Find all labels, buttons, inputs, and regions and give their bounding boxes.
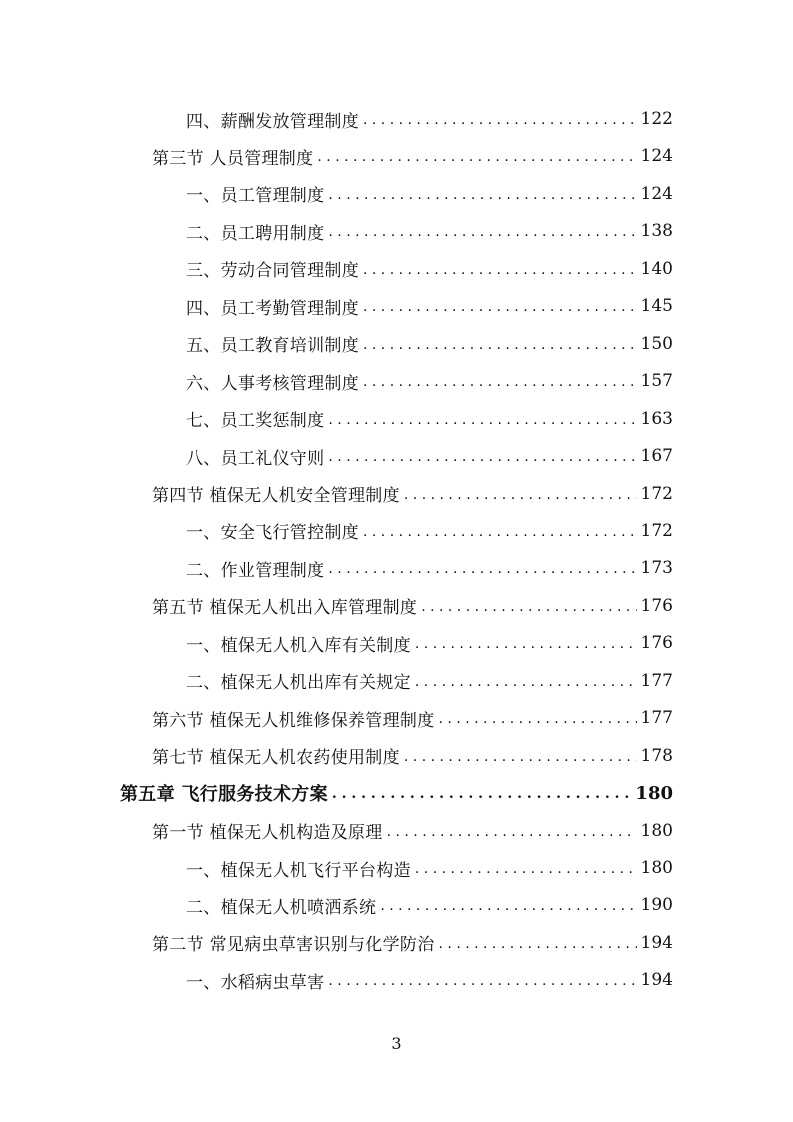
toc-entry[interactable] bbox=[186, 255, 673, 283]
toc-dot-leader bbox=[415, 636, 637, 652]
toc-entry[interactable] bbox=[186, 442, 673, 470]
toc-entry-title: 一、安全飞行管控制度 bbox=[186, 523, 359, 544]
toc-entry-page: 173 bbox=[640, 558, 673, 579]
toc-dot-leader bbox=[363, 262, 637, 278]
toc-dot-leader bbox=[332, 786, 632, 802]
toc-entry[interactable] bbox=[186, 891, 673, 919]
toc-entry-title: 五、员工教育培训制度 bbox=[186, 336, 359, 357]
toc-dot-leader bbox=[380, 898, 636, 914]
toc-entry-page: 145 bbox=[640, 296, 673, 317]
toc-dot-leader bbox=[363, 299, 637, 315]
toc-dot-leader bbox=[439, 936, 637, 952]
toc-entry-title: 六、人事考核管理制度 bbox=[186, 373, 359, 394]
toc-dot-leader bbox=[439, 711, 637, 727]
toc-dot-leader bbox=[404, 749, 637, 765]
toc-entry-title: 八、员工礼仪守则 bbox=[186, 448, 325, 469]
toc-entry-title: 第七节 植保无人机农药使用制度 bbox=[152, 748, 400, 769]
toc-entry-title: 第二节 常见病虫草害识别与化学防治 bbox=[152, 935, 435, 956]
toc-entry-page: 177 bbox=[640, 708, 673, 729]
toc-entry-page: 194 bbox=[640, 932, 673, 953]
toc-entry-page: 180 bbox=[640, 820, 673, 841]
toc-entry[interactable] bbox=[152, 704, 673, 732]
toc-entry[interactable] bbox=[186, 554, 673, 582]
toc-entry-title: 二、员工聘用制度 bbox=[186, 223, 325, 244]
toc-entry[interactable] bbox=[120, 779, 673, 807]
toc-entry-title: 一、植保无人机飞行平台构造 bbox=[186, 860, 411, 881]
toc-dot-leader bbox=[317, 149, 636, 165]
toc-entry-title: 四、员工考勤管理制度 bbox=[186, 298, 359, 319]
toc-entry-title: 一、员工管理制度 bbox=[186, 186, 325, 207]
toc-entry[interactable] bbox=[186, 667, 673, 695]
toc-entry-page: 172 bbox=[640, 520, 673, 541]
toc-dot-leader bbox=[363, 374, 637, 390]
toc-dot-leader bbox=[404, 487, 637, 503]
toc-entry-page: 172 bbox=[640, 483, 673, 504]
toc-entry-page: 157 bbox=[640, 371, 673, 392]
toc-entry-page: 150 bbox=[640, 333, 673, 354]
toc-entry-title: 第四节 植保无人机安全管理制度 bbox=[152, 486, 400, 506]
toc-entry-title: 二、植保无人机出库有关规定 bbox=[186, 673, 411, 694]
toc-dot-leader bbox=[363, 337, 637, 353]
toc-entry[interactable] bbox=[152, 480, 673, 508]
toc-entry[interactable] bbox=[186, 330, 673, 358]
toc-entry-page: 180 bbox=[640, 858, 673, 878]
toc-dot-leader bbox=[387, 824, 637, 840]
toc-entry-title: 二、植保无人机喷洒系统 bbox=[186, 897, 377, 918]
toc-entry-title: 二、作业管理制度 bbox=[186, 560, 325, 581]
toc-entry[interactable] bbox=[186, 405, 673, 433]
toc-entry-title: 第六节 植保无人机维修保养管理制度 bbox=[152, 710, 435, 731]
toc-dot-leader bbox=[421, 599, 636, 615]
toc-entry-page: 190 bbox=[640, 895, 673, 916]
toc-entry-page: 177 bbox=[640, 670, 673, 691]
page-number: 3 bbox=[391, 1034, 402, 1053]
toc-dot-leader bbox=[415, 861, 637, 877]
toc-entry-page: 138 bbox=[640, 221, 673, 242]
toc-entry-title: 一、植保无人机入库有关制度 bbox=[186, 635, 411, 656]
toc-entry[interactable] bbox=[186, 105, 673, 133]
toc-entry[interactable] bbox=[152, 142, 673, 170]
toc-dot-leader bbox=[363, 524, 637, 540]
toc-dot-leader bbox=[328, 224, 636, 240]
toc-entry-title: 四、薪酬发放管理制度 bbox=[186, 111, 359, 132]
toc-entry-title: 第三节 人员管理制度 bbox=[152, 148, 314, 169]
toc-entry-page: 140 bbox=[640, 258, 673, 279]
toc-entry[interactable] bbox=[186, 367, 673, 395]
toc-entry-title: 第五章 飞行服务技术方案 bbox=[120, 784, 328, 806]
toc-entry[interactable] bbox=[186, 517, 673, 545]
toc-entry[interactable] bbox=[186, 629, 673, 657]
toc-entry[interactable] bbox=[152, 742, 673, 770]
toc-entry[interactable] bbox=[152, 817, 673, 845]
toc-entry-page: 122 bbox=[640, 109, 673, 129]
toc-entry-title: 三、劳动合同管理制度 bbox=[186, 261, 359, 282]
toc-entry-title: 七、员工奖惩制度 bbox=[186, 411, 325, 432]
toc-entry-page: 180 bbox=[635, 782, 673, 804]
toc-dot-leader bbox=[328, 187, 636, 203]
toc-entry[interactable] bbox=[152, 929, 673, 957]
toc-entry-title: 一、水稻病虫草害 bbox=[186, 972, 325, 993]
toc-entry-page: 176 bbox=[640, 633, 673, 654]
toc-dot-leader bbox=[363, 112, 637, 128]
toc-entry[interactable] bbox=[186, 292, 673, 320]
toc-entry[interactable] bbox=[186, 180, 673, 208]
toc-entry[interactable] bbox=[186, 966, 673, 994]
toc-entry-page: 176 bbox=[640, 595, 673, 616]
toc-entry-page: 124 bbox=[640, 146, 673, 167]
toc-entry-page: 167 bbox=[640, 446, 673, 467]
toc-dot-leader bbox=[328, 449, 636, 465]
toc-dot-leader bbox=[328, 973, 636, 989]
toc-entry-page: 124 bbox=[640, 183, 673, 204]
toc-dot-leader bbox=[415, 674, 637, 690]
toc-entry[interactable] bbox=[186, 854, 673, 882]
toc-entry-page: 178 bbox=[640, 745, 673, 766]
toc-entry-page: 194 bbox=[640, 970, 673, 991]
toc-entry-title: 第一节 植保无人机构造及原理 bbox=[152, 823, 383, 844]
toc-entry[interactable] bbox=[186, 217, 673, 245]
toc-entry[interactable] bbox=[152, 592, 673, 620]
toc-dot-leader bbox=[328, 412, 636, 428]
toc-entry-title: 第五节 植保无人机出入库管理制度 bbox=[152, 598, 418, 619]
toc-dot-leader bbox=[328, 561, 636, 577]
toc-entry-page: 163 bbox=[640, 408, 673, 429]
